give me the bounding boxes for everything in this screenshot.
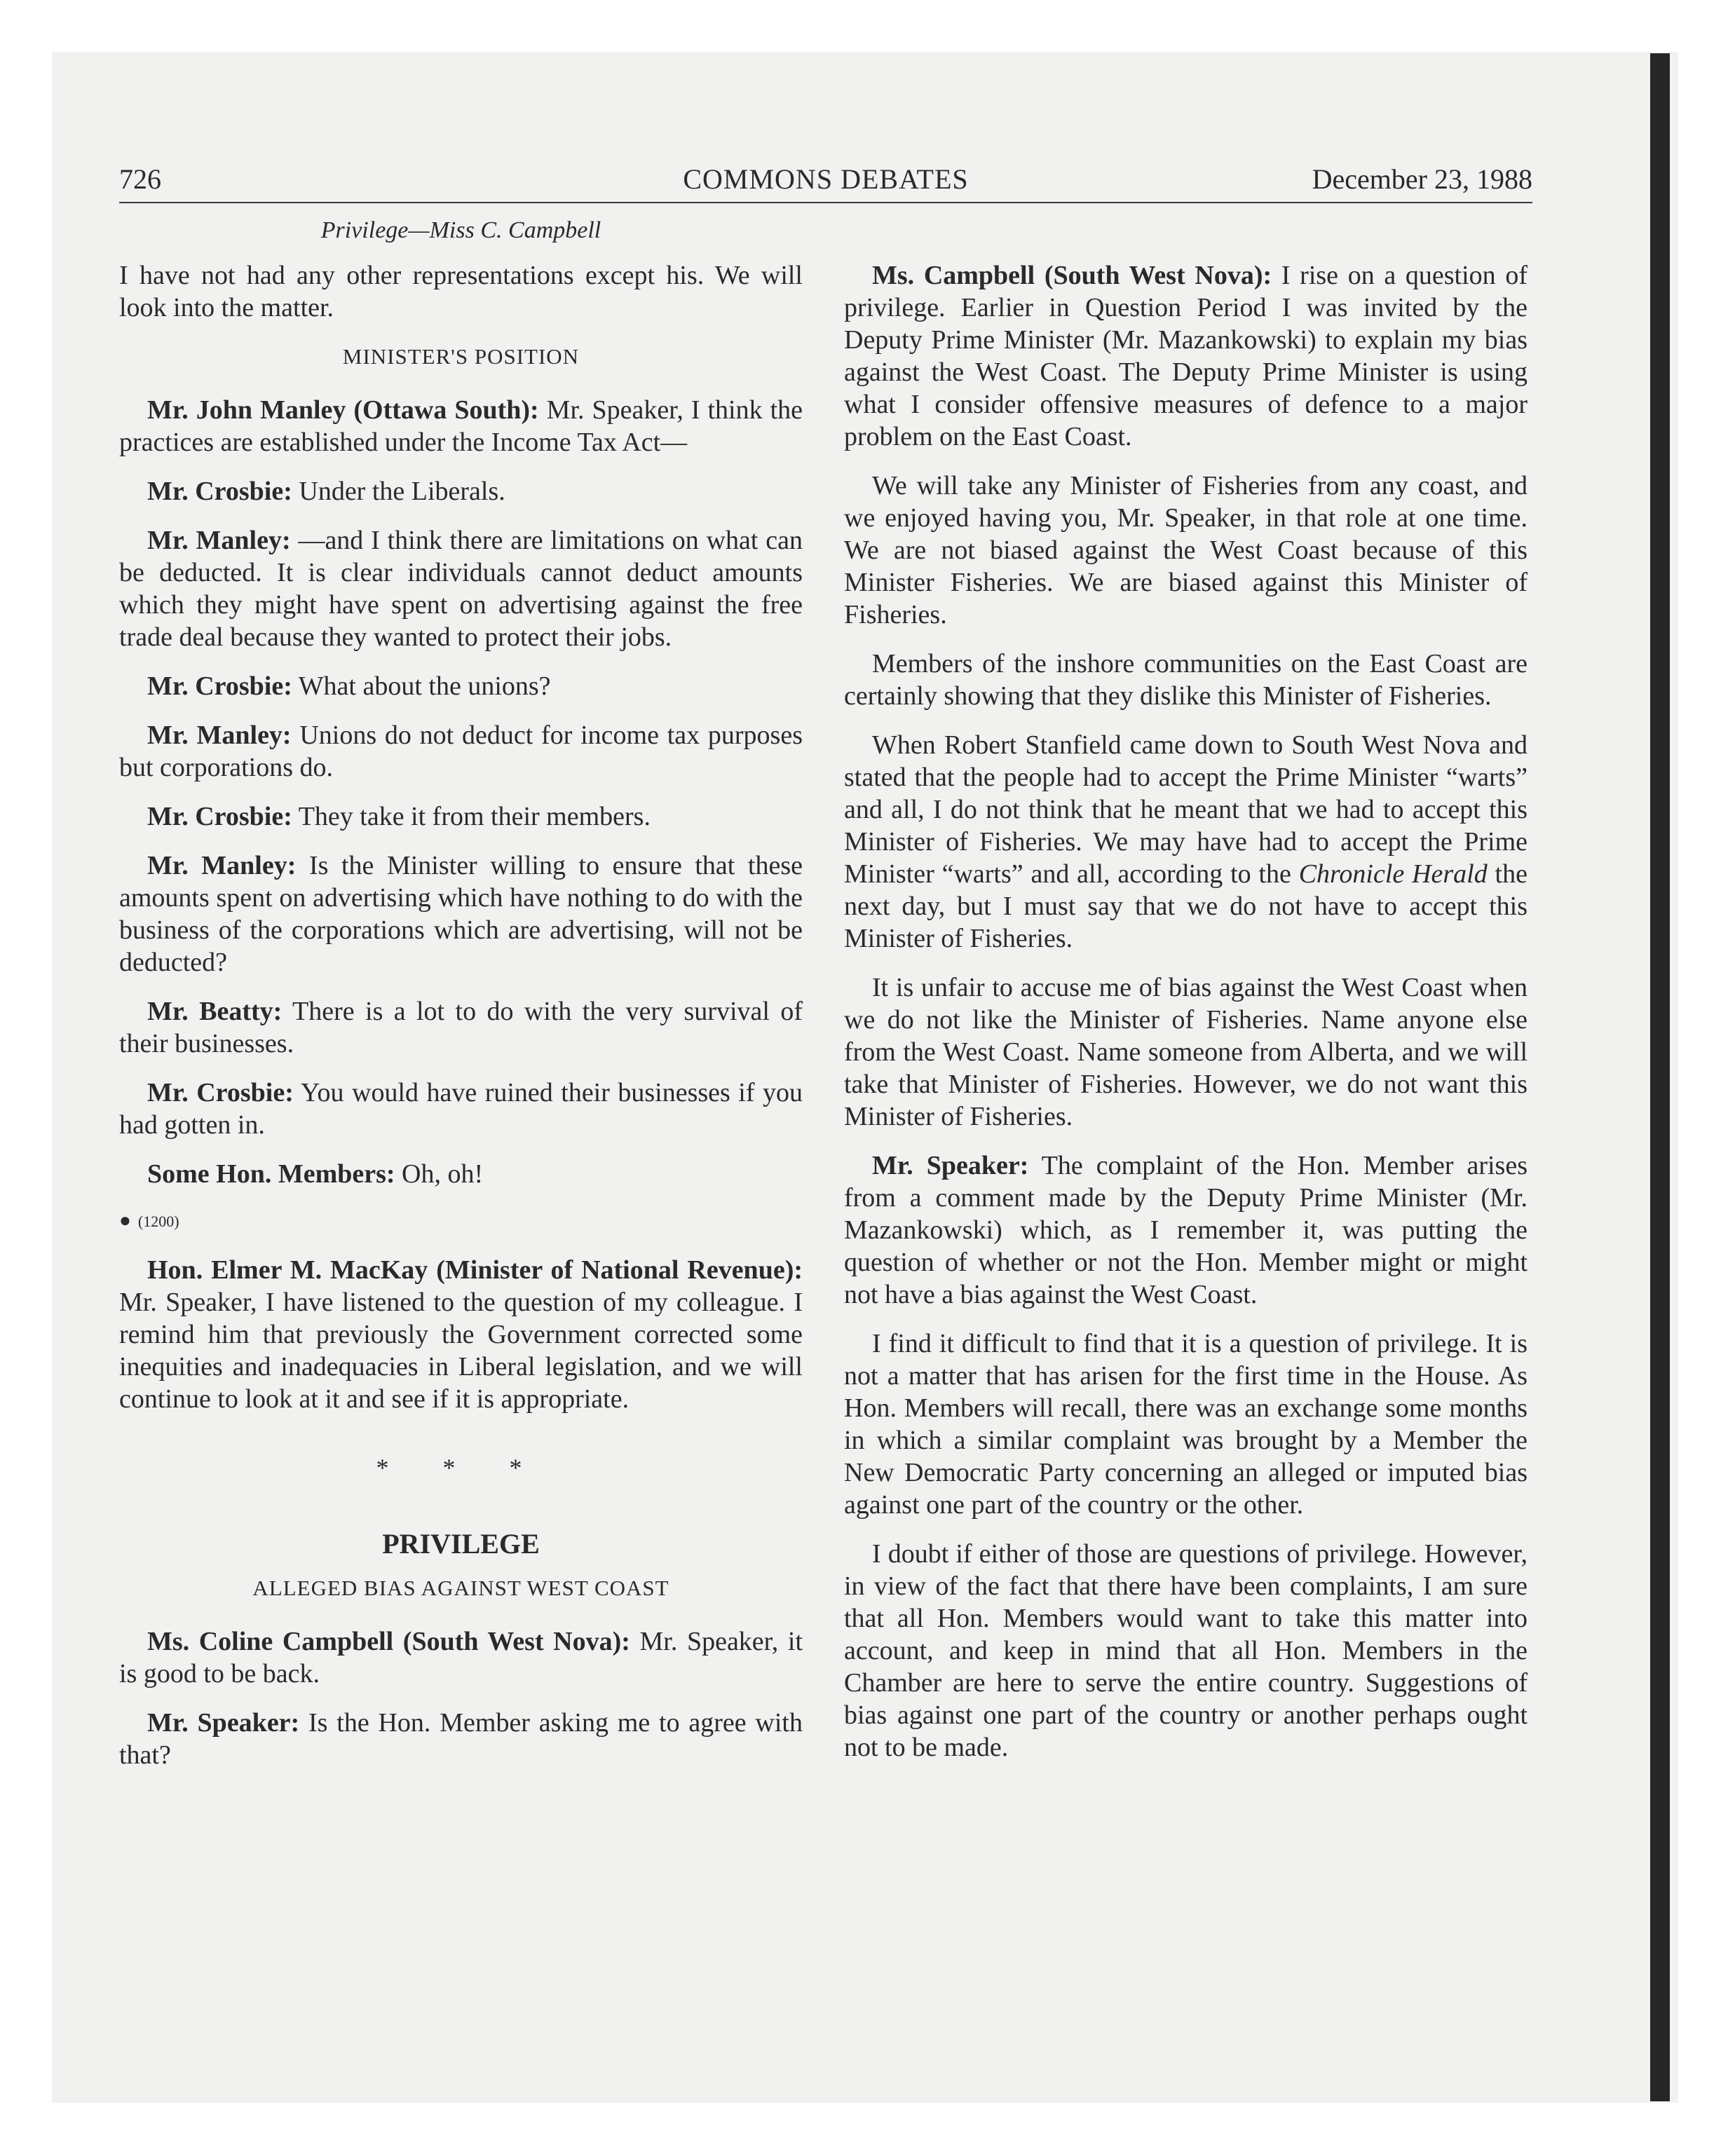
speaker-name: Mr. Beatty: [147,997,283,1026]
paragraph-text: the next day, but I must say that we do not have to accept this Minister of Fisheries. [844,859,1528,953]
speech-text: There is a lot to do with the very survival of their businesses. [119,997,803,1058]
speech-paragraph [119,995,803,1060]
paragraph [844,729,1528,955]
page-header [119,160,1532,203]
paragraph-text: When Robert Stanfield came down to South West Nova and stated that the people had to accept the Prime Minister “warts” and all, I do not think that he meant that we had to accept this Minister of Fisheries. We may have had to accept the Prime Minister “warts” and all, according to the [844,730,1528,889]
speaker-name: Hon. Elmer M. MacKay (Minister of National Revenue): [147,1255,803,1285]
scan-edge-bar [1650,53,1670,2101]
speech-paragraph [119,850,803,978]
running-head: Privilege—Miss C. Campbell [320,217,601,243]
speech-text: Is the Hon. Member asking me to agree with that? [119,1708,803,1770]
speech-paragraph [119,475,803,507]
time-marker [119,1207,803,1236]
speaker-name: Ms. Campbell (South West Nova): [872,261,1272,290]
speaker-name: Mr. Speaker: [147,1708,300,1738]
speaker-name: Mr. Manley: [147,721,292,750]
left-column [119,259,803,1788]
speaker-name: Some Hon. Members: [147,1159,395,1189]
speech-paragraph [119,1077,803,1141]
right-column [844,259,1528,1780]
speech-text: Oh, oh! [395,1159,484,1189]
newspaper-title: Chronicle Herald [1298,859,1488,889]
speech-paragraph [119,1158,803,1190]
page-date: December 23, 1988 [1312,163,1532,195]
speech-paragraph [119,1707,803,1771]
time-marker-text: (1200) [137,1213,179,1230]
speech-text: Under the Liberals. [292,477,505,506]
speech-paragraph [119,719,803,784]
speech-paragraph [844,259,1528,453]
speech-text: The complaint of the Hon. Member arises from a comment made by the Deputy Prime Minister (Mr. Mazankowski) which, as I remember it, was putting the question of whether or not the Hon. Member might or might not have a bias against the West Coast. [844,1151,1528,1309]
speech-text: Unions do not deduct for income tax purposes but corporations do. [119,721,803,782]
paragraph: I have not had any other representations except his. We will look into the matter. [119,261,803,322]
bullet-icon: ● [119,1210,131,1231]
paragraph: We will take any Minister of Fisheries from any coast, and we enjoyed having you, Mr. Speaker, in that role at one time. We are not biased against the West Coast because of this Minister Fisheries. We are biased against this Minister of Fisheries. [844,471,1528,629]
speaker-name: Mr. Manley: [147,851,297,880]
speech-paragraph [119,524,803,653]
speech-paragraph [119,670,803,702]
speech-text: —and I think there are limitations on what can be deducted. It is clear individuals cannot deduct amounts which they might have spent on advertising against the free trade deal because they wanted to protect their jobs. [119,526,803,652]
subheading-ministers-position: MINISTER'S POSITION [342,344,580,369]
speaker-name: Ms. Coline Campbell (South West Nova): [147,1627,630,1656]
speech-text: What about the unions? [292,671,551,701]
speech-text: Mr. Speaker, I have listened to the question of my colleague. I remind him that previously the Government corrected some inequities and inadequacies in Liberal legislation, and we will continue to look at it and see if it is appropriate. [119,1288,803,1414]
speech-text: They take it from their members. [292,802,651,831]
section-separator: * * * [376,1454,546,1482]
speech-text: Mr. Speaker, it is good to be back. [119,1627,803,1688]
paragraph: It is unfair to accuse me of bias against the West Coast when we do not like the Minister of Fisheries. Name anyone else from the West Coast. Name someone from Alberta, and we will take that Minister of Fisheries. However, we do not want this Minister of Fisheries. [844,973,1528,1131]
paragraph: I doubt if either of those are questions of privilege. However, in view of the fact that there have been complaints, I am sure that all Hon. Members would want to take this matter into account, and keep in mind that all Hon. Members in the Chamber are here to serve the entire country. Suggestions of bias against one part of the country or another perhaps ought not to be made. [844,1539,1528,1762]
subheading-alleged-bias: ALLEGED BIAS AGAINST WEST COAST [252,1576,669,1600]
speech-paragraph [119,1254,803,1415]
speaker-name: Mr. Manley: [147,526,291,555]
speaker-name: Mr. Crosbie: [147,1078,294,1107]
speaker-name: Mr. Crosbie: [147,802,292,831]
paragraph: I find it difficult to find that it is a question of privilege. It is not a matter that has arisen for the first time in the House. As Hon. Members will recall, there was an exchange some months in which a similar complaint was brought by a Member the New Democratic Party concerning an alleged or imputed bias against one part of the country or the other. [844,1329,1528,1520]
speaker-name: Mr. Crosbie: [147,477,292,506]
paragraph: Members of the inshore communities on the East Coast are certainly showing that they dislike this Minister of Fisheries. [844,649,1528,711]
speech-text: I rise on a question of privilege. Earlier in Question Period I was invited by the Deputy Prime Minister (Mr. Mazankowski) to explain my bias against the West Coast. The Deputy Prime Minister is using what I consider offensive measures of defence to a major problem on the East Coast. [844,261,1528,451]
speech-paragraph [119,800,803,833]
speech-paragraph [119,394,803,458]
speaker-name: Mr. John Manley (Ottawa South): [147,395,539,425]
speaker-name: Mr. Crosbie: [147,671,292,701]
page-number: 726 [119,163,161,195]
speech-paragraph [844,1149,1528,1311]
speaker-name: Mr. Speaker: [872,1151,1029,1180]
speech-text: Is the Minister willing to ensure that these amounts spent on advertising which have nothing to do with the business of the corporations which are advertising, will not be deducted? [119,851,803,977]
speech-paragraph [119,1625,803,1690]
section-heading-privilege: PRIVILEGE [382,1528,540,1560]
speech-text: Mr. Speaker, I think the practices are established under the Income Tax Act— [119,395,803,457]
speech-text: You would have ruined their businesses if you had gotten in. [119,1078,803,1140]
publication-title: COMMONS DEBATES [683,163,969,195]
